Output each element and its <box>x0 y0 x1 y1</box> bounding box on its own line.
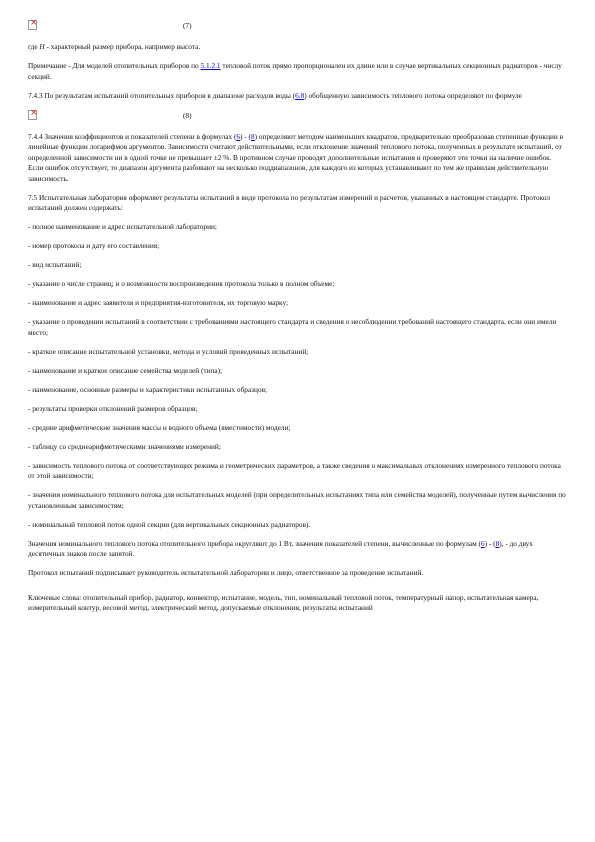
keywords-paragraph: Ключевые слова: отопительный прибор, радиатор, конвектор, испытание, модель, тип, номинальный тепловой поток, температурный напор, испытательная камера, измерительный контур, весовой метод, электрический метод, допускаемые отклонения, результаты испытаний <box>28 592 539 612</box>
list-item: - номинальный тепловой поток одной секции (для вертикальных секционных радиаторов). <box>28 519 311 529</box>
formula-8 <box>28 110 568 124</box>
list-item: - зависимость теплового потока от соответствующих режима и геометрических параметров, а также сведения о максимальных отклонениях измеренного теплового потока от этой зависимости; <box>28 460 561 480</box>
list-item: - номер протокола и дату его составления; <box>28 241 160 250</box>
broken-image-icon <box>28 20 37 30</box>
list-item: - полное наименование и адрес испытательной лаборатории; <box>28 222 217 231</box>
link-6-8[interactable]: 6.8 <box>295 90 305 100</box>
formula-number: (7) <box>183 21 192 30</box>
link-formula-6[interactable]: 6 <box>480 538 485 548</box>
link-5-1-2-1[interactable]: 5.1.2.1 <box>200 61 221 70</box>
link-formula-8[interactable]: 8 <box>495 538 500 548</box>
list-item: - средние арифметические значения массы и водного объема (вместимости) модели; <box>28 422 291 432</box>
signature-paragraph: Протокол испытаний подписывает руководитель испытательной лаборатории и лицо, ответственное за проведение испытаний. <box>28 568 424 577</box>
variable-h: H <box>39 42 45 51</box>
list-item: - указание о проведении испытаний в соответствии с требованиями настоящего стандарта и сведения о несоблюдении требований настоящего стандарта, если они имели место; <box>28 317 557 337</box>
list-item: - наименование и адрес заявителя и предприятия-изготовителя, их торговую марку; <box>28 298 289 307</box>
formula-number: (8) <box>183 110 192 120</box>
document-page <box>28 20 568 622</box>
link-formula-6[interactable]: 6 <box>236 131 241 141</box>
values-paragraph: Значения номинального теплового потока отопительного прибора округляют до 1 Вт, значения показателей степени, вычисленные по формулам (6) - (8), - до двух десятичных знаков после запятой. <box>28 538 533 558</box>
broken-image-icon <box>28 110 37 120</box>
formula-7 <box>28 20 568 34</box>
link-formula-8[interactable]: 8 <box>251 131 255 141</box>
list-item: - таблицу со среднеарифметическими значениями измерений; <box>28 441 221 451</box>
list-item: - указание о числе страниц; и о возможности воспроизведения протокола только в полном объеме; <box>28 279 335 288</box>
list-item: - вид испытаний; <box>28 260 82 269</box>
list-item: - результаты проверки отклонений размеров образцов; <box>28 403 198 413</box>
paragraph-7-4-4: 7.4.4 Значения коэффициентов и показателей степени в формулах (6) - (8) определяют методом наименьших квадратов, предварительно преобразовав степенные функции в линейные функции логарифмов аргументов. Зависимости считают действительными, если отклонение значений теплового потока, полученных в результате испытаний, от определенной зависимости ни в одной точке не превышает ±2 %. В противном случае проводят дополнительные испытания и проверяют эти точки на наличие ошибок. Если ошибок отсутствует, то диапазон аргумента разбивают на несколько поддиапазонов, для каждого из которых устанавливают по тем же правилам действительную зависимость. <box>28 131 564 183</box>
paragraph-7-4-3: 7.4.3 По результатам испытаний отопительных приборов в диапазоне расходов воды (6.8) обобщенную зависимость теплового потока определяют по формуле <box>28 90 522 100</box>
list-item: - наименование и краткое описание семейства моделей (типа); <box>28 365 223 375</box>
list-item: - значения номинального теплового потока для испытательных моделей (при определительных испытаниях типа или семейства моделей), полученные путем вычисления по установленным зависимостям; <box>28 490 566 510</box>
list-item: - краткое описание испытательной установки, метода и условий проведенных испытаний; <box>28 346 309 356</box>
list-item: - наименование, основные размеры и характеристики испытанных образцов; <box>28 384 268 394</box>
paragraph-7-5: 7.5 Испытательная лаборатория оформляет результаты испытаний в виде протокола по результатам измерений и расчетов, указанных в настоящем стандарте. Протокол испытаний должен содержать: <box>28 192 550 212</box>
note-paragraph: Примечание - Для моделей отопительных приборов по 5.1.2.1 тепловой поток прямо пропорционален их длине или в случае вертикальных секционных радиаторов - числу секций. <box>28 61 562 81</box>
where-definition: где H - характерный размер прибора, например высота. <box>28 42 201 51</box>
